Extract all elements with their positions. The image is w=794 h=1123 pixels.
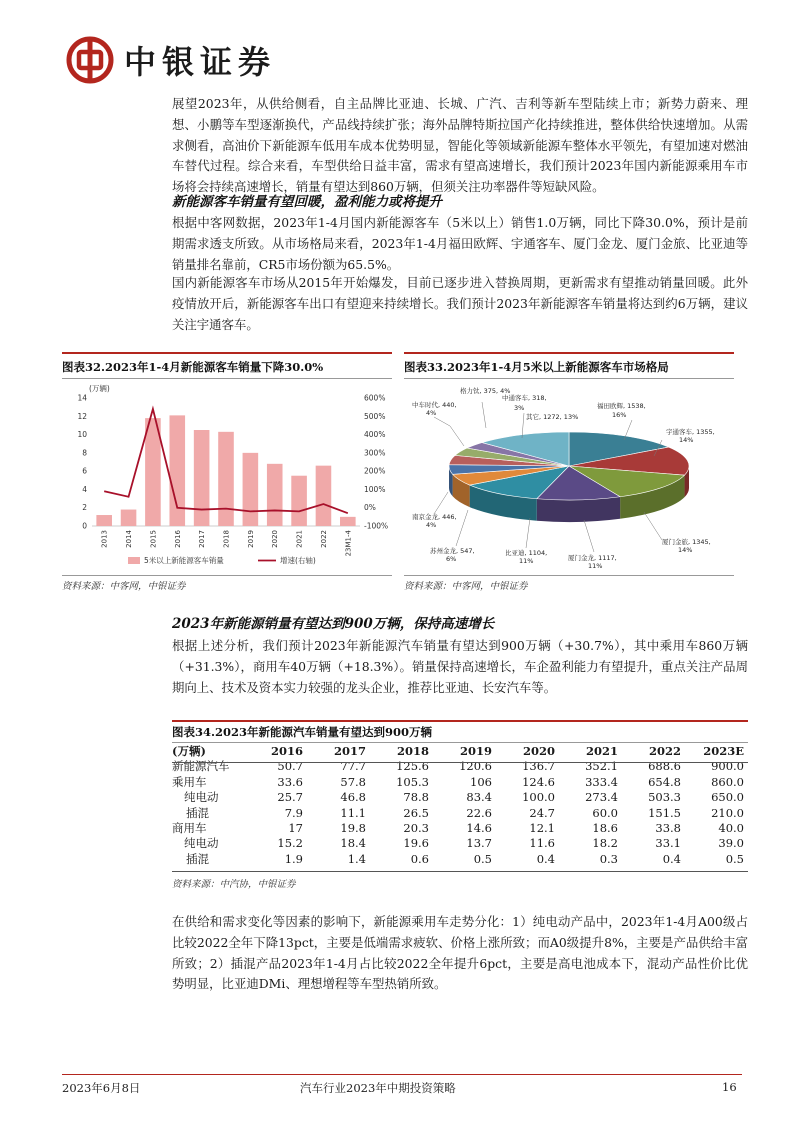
table-row	[172, 836, 748, 851]
value-cell: 124.6	[522, 774, 555, 789]
header-cell: 2018	[396, 744, 429, 758]
label-zhongche: 中车时代, 440,	[412, 401, 457, 409]
header-cell: 2017	[333, 744, 366, 758]
label-gefu: 格力钛, 375, 4%	[460, 387, 511, 395]
x-tick-label: 2014	[125, 530, 134, 548]
paragraph-bus-outlook: 国内新能源客车市场从2015年开始爆发，目前已逐步进入替换周期，更新需求有望推动销量回暖。此外疫情放开后，新能源客车出口有望迎来持续增长。我们预计2023年新能源客车销量将达到约6万辆，建议关注宇通客车。	[172, 275, 748, 332]
left-tick-label: 14	[77, 393, 87, 403]
page-number: 16	[722, 1080, 737, 1094]
left-axis-ticks	[77, 394, 87, 531]
table-bottom-rule	[172, 871, 748, 872]
value-cell: 22.6	[466, 805, 492, 820]
value-cell: 688.6	[648, 759, 681, 774]
bar-2016	[169, 415, 185, 526]
value-cell: 503.3	[648, 790, 681, 805]
value-cell: 13.7	[466, 836, 492, 851]
row-label-cell: 乘用车	[172, 774, 207, 789]
legend-line-label: 增速(右轴)	[280, 556, 316, 565]
row-label-cell: 纯电动	[184, 790, 219, 805]
label-xmjl: 厦门金旅, 1345,	[662, 538, 711, 546]
value-cell: 136.7	[522, 759, 555, 774]
x-tick-label: 2015	[149, 530, 158, 548]
legend-bar-label: 5米以上新能源客车销量	[144, 556, 224, 565]
label-byd: 比亚迪, 1104,	[505, 549, 548, 557]
figure32-unit: (万辆)	[89, 384, 110, 393]
row-label-cell: 插混	[186, 851, 209, 866]
pie-side-厦门金龙	[537, 497, 620, 522]
row-label-cell: 新能源汽车	[172, 759, 230, 774]
label-nanjing: 南京金龙, 446,	[412, 513, 457, 521]
right-tick-label: 0%	[364, 503, 376, 513]
value-cell: 18.4	[340, 836, 366, 851]
value-cell: 15.2	[277, 836, 303, 851]
value-cell: 0.3	[599, 851, 618, 866]
paragraph-total-forecast: 根据上述分析，我们预计2023年新能源汽车销量有望达到900万辆（+30.7%），其中乘用车860万辆（+31.3%），商用车40万辆（+18.3%）。销量保持高速增长，车企盈利能力有望提升，重点关注产品周期向上、技术及资本实力较强的龙头企业，推荐比亚迪、长安汽车等。	[172, 638, 748, 695]
header-cell: (万辆)	[172, 744, 206, 758]
figure-rule-thin	[404, 575, 734, 576]
value-cell: 106	[470, 774, 492, 789]
pie-slices	[449, 432, 689, 522]
table-rule	[172, 720, 748, 722]
value-cell: 83.4	[466, 790, 492, 805]
value-cell: 33.1	[655, 836, 681, 851]
footer-rule	[62, 1074, 742, 1075]
table-header-row	[172, 744, 748, 759]
table-row	[172, 852, 748, 867]
figure-rule-thin	[62, 378, 392, 379]
footer-doc-title: 汽车行业2023年中期投资策略	[300, 1081, 456, 1095]
right-tick-label: 100%	[364, 484, 386, 494]
value-cell: 0.4	[536, 851, 555, 866]
table34-title: 图表34.2023年新能源汽车销量有望达到900万辆	[172, 725, 433, 739]
value-cell: 33.6	[277, 774, 303, 789]
right-tick-label: 200%	[364, 466, 386, 476]
value-cell: 26.5	[403, 805, 429, 820]
figure33-title: 图表33.2023年1-4月5米以上新能源客车市场格局	[404, 360, 669, 374]
label-xmjlong-pct: 11%	[588, 562, 603, 570]
bar-2014	[121, 510, 137, 526]
bar-2020	[267, 464, 283, 526]
left-tick-label: 6	[82, 466, 87, 476]
value-cell: 0.5	[473, 851, 492, 866]
value-cell: 100.0	[522, 790, 555, 805]
x-tick-label: 2016	[173, 530, 182, 548]
x-tick-label: 2018	[222, 530, 231, 548]
x-tick-label: 2013	[100, 530, 109, 548]
header-cell: 2023E	[703, 744, 744, 758]
header-cell: 2021	[585, 744, 618, 758]
paragraph-outlook: 展望2023年，从供给侧看，自主品牌比亚迪、长城、广汽、吉利等新车型陆续上市；新势力蔚来、理想、小鹏等车型逐渐换代，产品线持续扩张；海外品牌特斯拉国产化持续推进，整体供给快速增加。从需求侧看，高油价下新能源车低用车成本优势明显，智能化等领域新能源车整体水平领先，有望加速对燃油车替代过程。综合来看，车型供给日益丰富，需求有望高速增长，我们预计2023年国内新能源乘用车市场将会持续高速增长，销量有望达到860万辆，但须关注功率器件等短缺风险。	[172, 96, 748, 195]
value-cell: 151.5	[648, 805, 681, 820]
value-cell: 18.2	[592, 836, 618, 851]
value-cell: 11.6	[529, 836, 555, 851]
value-cell: 0.4	[662, 851, 681, 866]
value-cell: 125.6	[396, 759, 429, 774]
right-tick-label: 500%	[364, 411, 386, 421]
right-tick-label: 300%	[364, 448, 386, 458]
label-yutong: 宇通客车, 1355,	[666, 428, 715, 436]
header-cell: 2020	[522, 744, 555, 758]
value-cell: 17	[288, 821, 303, 836]
value-cell: 1.9	[284, 851, 303, 866]
value-cell: 352.1	[585, 759, 618, 774]
value-cell: 25.7	[277, 790, 303, 805]
section-heading-bus: 新能源客车销量有望回暖，盈利能力或将提升	[172, 194, 442, 210]
label-nanjing-pct: 4%	[426, 521, 437, 529]
value-cell: 46.8	[340, 790, 366, 805]
value-cell: 654.8	[648, 774, 681, 789]
label-suzhou: 苏州金龙, 547,	[430, 547, 475, 555]
value-cell: 273.4	[585, 790, 618, 805]
figure33-source: 资料来源：中客网，中银证券	[404, 581, 528, 592]
x-tick-label: 23M1-4	[344, 530, 353, 557]
value-cell: 333.4	[585, 774, 618, 789]
label-zhongtong: 中通客车, 318,	[502, 394, 547, 402]
left-tick-label: 0	[82, 521, 87, 531]
table-body	[172, 759, 748, 867]
table-row	[172, 806, 748, 821]
figure32-title: 图表32.2023年1-4月新能源客车销量下降30.0%	[62, 360, 324, 374]
value-cell: 210.0	[711, 805, 744, 820]
label-other: 其它, 1272, 13%	[526, 413, 579, 421]
right-tick-label: 400%	[364, 430, 386, 440]
value-cell: 78.8	[403, 790, 429, 805]
figure32-source: 资料来源：中客网，中银证券	[62, 581, 186, 592]
figure-rule	[62, 352, 392, 354]
value-cell: 900.0	[711, 759, 744, 774]
label-byd-pct: 11%	[519, 557, 534, 565]
table-row	[172, 821, 748, 836]
figure32-chart	[62, 380, 394, 573]
header-cell: 2022	[648, 744, 681, 758]
value-cell: 18.6	[592, 821, 618, 836]
x-tick-label: 2020	[271, 530, 280, 548]
footer-date: 2023年6月8日	[62, 1081, 141, 1095]
value-cell: 19.6	[403, 836, 429, 851]
figure33-chart	[404, 380, 734, 573]
left-tick-label: 2	[82, 503, 87, 513]
table34-source: 资料来源：中汽协，中银证券	[172, 879, 296, 890]
label-futian-pct: 16%	[612, 411, 627, 419]
value-cell: 19.8	[340, 821, 366, 836]
bar-2022	[316, 466, 332, 526]
value-cell: 0.5	[725, 851, 744, 866]
x-tick-label: 2019	[246, 530, 255, 548]
value-cell: 50.7	[277, 759, 303, 774]
paragraph-bus-data: 根据中客网数据，2023年1-4月国内新能源客车（5米以上）销售1.0万辆，同比下降30.0%，预计是前期需求透支所致。从市场格局来看，2023年1-4月福田欧辉、宇通客车、厦门金龙、厦门金旅、比亚迪等销量排名靠前，CR5市场份额为65.5%。	[172, 215, 748, 272]
value-cell: 39.0	[718, 836, 744, 851]
value-cell: 1.4	[347, 851, 366, 866]
header-cell: 2016	[270, 744, 303, 758]
row-label-cell: 商用车	[172, 821, 207, 836]
x-tick-label: 2022	[319, 530, 328, 548]
x-axis-labels	[101, 529, 353, 556]
brand-logo	[66, 32, 276, 88]
table-row	[172, 790, 748, 805]
value-cell: 14.6	[466, 821, 492, 836]
label-yutong-pct: 14%	[679, 436, 694, 444]
table-header-divider	[172, 762, 748, 763]
label-zhongche-pct: 4%	[426, 409, 437, 417]
figure-rule-thin	[62, 575, 392, 576]
value-cell: 0.6	[410, 851, 429, 866]
bar-23M1-4	[340, 517, 356, 526]
left-tick-label: 10	[77, 430, 87, 440]
left-tick-label: 8	[82, 448, 87, 458]
value-cell: 40.0	[718, 821, 744, 836]
right-axis-ticks	[364, 394, 388, 531]
row-label-cell: 纯电动	[184, 836, 219, 851]
bar-2017	[194, 430, 210, 526]
brand-name: 中银证券	[124, 43, 277, 81]
right-tick-label: -100%	[364, 521, 389, 531]
label-xmjl-pct: 14%	[678, 546, 693, 554]
legend-bar-swatch	[128, 557, 140, 564]
label-zhongtong-pct: 3%	[514, 404, 525, 412]
label-xmjlong: 厦门金龙, 1117,	[568, 554, 617, 562]
right-tick-label: 600%	[364, 393, 386, 403]
left-tick-label: 12	[77, 411, 87, 421]
x-tick-label: 2017	[198, 530, 207, 548]
table-row	[172, 775, 748, 790]
bar-2019	[243, 453, 259, 526]
value-cell: 33.8	[655, 821, 681, 836]
header-cell: 2019	[459, 744, 492, 758]
x-tick-label: 2021	[295, 530, 304, 548]
value-cell: 60.0	[592, 805, 618, 820]
value-cell: 57.8	[340, 774, 366, 789]
value-cell: 120.6	[459, 759, 492, 774]
table-rule-thin	[172, 742, 748, 743]
bar-2021	[291, 476, 307, 526]
value-cell: 7.9	[284, 805, 303, 820]
left-tick-label: 4	[82, 484, 87, 494]
value-cell: 11.1	[340, 805, 366, 820]
value-cell: 650.0	[711, 790, 744, 805]
figure-rule-thin	[404, 378, 734, 379]
section-heading-total: 2023年新能源销量有望达到900万辆，保持高速增长	[172, 616, 495, 632]
bar-2013	[96, 515, 112, 526]
value-cell: 105.3	[396, 774, 429, 789]
value-cell: 20.3	[403, 821, 429, 836]
bar-2018	[218, 432, 234, 526]
row-label-cell: 插混	[186, 805, 209, 820]
value-cell: 860.0	[711, 774, 744, 789]
label-suzhou-pct: 6%	[446, 555, 457, 563]
paragraph-structure: 在供给和需求变化等因素的影响下，新能源乘用车走势分化：1）纯电动产品中，2023年1-4月A00级占比较2022全年下降13pct，主要是低端需求疲软、价格上涨所致；而A0级提升8%，主要是产品供给丰富所致；2）插混产品2023年1-4月占比较2022全年提升6pct，主要是高电池成本下，混动产品性价比优势明显，比亚迪DMi、理想增程等车型热销所致。	[172, 914, 748, 992]
label-futian: 福田欧辉, 1538,	[597, 402, 646, 410]
boc-logo-icon	[66, 36, 114, 84]
value-cell: 24.7	[529, 805, 555, 820]
value-cell: 77.7	[340, 759, 366, 774]
value-cell: 12.1	[529, 821, 555, 836]
figure-rule	[404, 352, 734, 354]
